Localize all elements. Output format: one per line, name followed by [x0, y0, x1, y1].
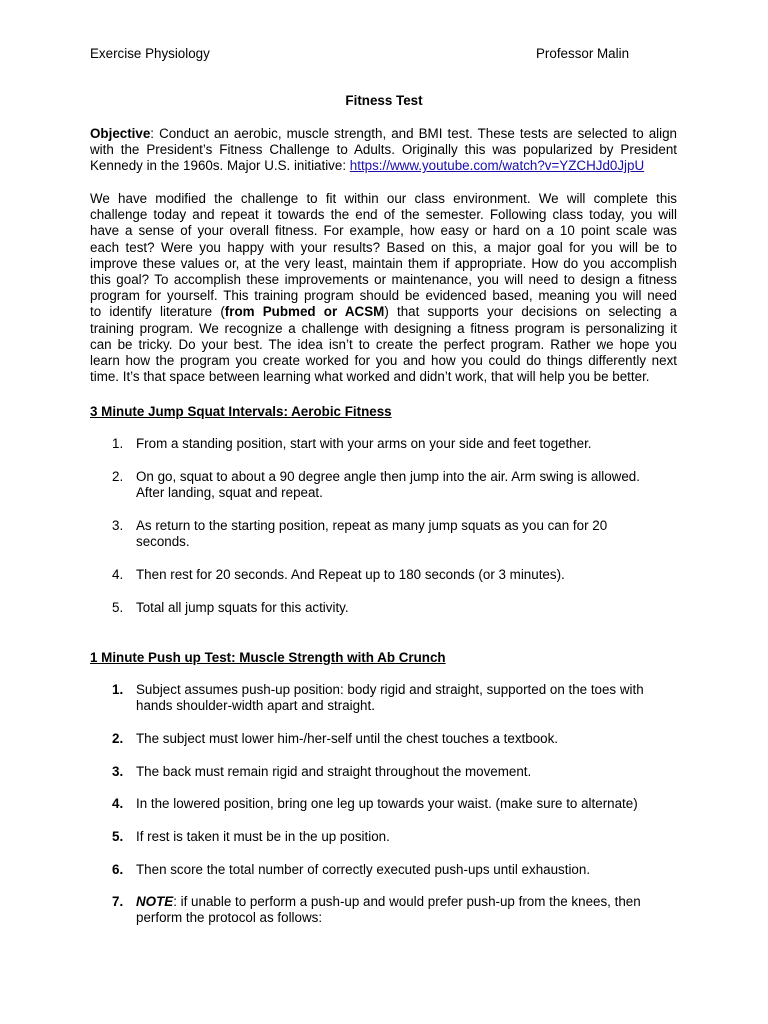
note-label: NOTE	[136, 894, 174, 909]
objective-line	[90, 126, 677, 142]
intro-line: training program. We recognize a challenge with designing a fitness program is personalizing it	[90, 320, 677, 336]
item-number: 3.	[112, 764, 124, 779]
professor-name: Professor Malin	[536, 46, 630, 61]
section-1-heading: 3 Minute Jump Squat Intervals: Aerobic Fitness	[90, 404, 392, 419]
objective-text-2: with the President’s Fitness Challenge to Adults. Originally this was popularized by President	[90, 142, 677, 158]
intro-line: this goal? To accomplish these improvements or maintenance, you will need to design a fitness	[90, 272, 677, 288]
item-text	[136, 862, 682, 878]
item-number: 2.	[112, 731, 124, 746]
intro-line: We have modified the challenge to fit within our class environment. We will complete this	[90, 191, 677, 206]
item-text	[136, 567, 682, 583]
item-text	[136, 469, 682, 501]
section-2-heading: 1 Minute Push up Test: Muscle Strength with Ab Crunch	[90, 650, 446, 665]
item-number: 1.	[112, 682, 124, 697]
intro-line: can be tricky. Do your best. The idea isn’t to create the perfect program. Rather we hope you	[90, 336, 677, 352]
item-line: After landing, squat and repeat.	[136, 485, 323, 501]
intro-line: improve these values or, at the very least, maintain them if appropriate. How do you accomplish	[90, 255, 677, 271]
intro-line: program for yourself. This training program should be evidenced based, meaning you will need	[90, 288, 677, 304]
item-text	[136, 731, 682, 747]
literature-sources: from Pubmed or ACSM	[224, 304, 385, 320]
item-text	[136, 894, 682, 926]
item-number: 5.	[112, 829, 124, 844]
item-text	[136, 764, 682, 780]
intro-line: each test? Were you happy with your results? Based on this, a major goal for you will be to	[90, 239, 677, 255]
intro-line: have a sense of your overall fitness. For example, how easy or hard on a 10 point scale was	[90, 223, 677, 239]
youtube-link[interactable]: https://www.youtube.com/watch?v=YZCHJd0JjpU	[349, 158, 645, 174]
item-line: Then rest for 20 seconds. And Repeat up to 180 seconds (or 3 minutes).	[136, 567, 565, 582]
item-line: In the lowered position, bring one leg up towards your waist. (make sure to alternate)	[136, 796, 638, 811]
item-number: 4.	[112, 796, 124, 811]
item-text	[136, 796, 682, 812]
item-line: hands shoulder-width apart and straight.	[136, 698, 375, 714]
intro-line-8	[90, 304, 677, 320]
item-line: NOTE: if unable to perform a push-up and would prefer push-up from the knees, then	[136, 894, 641, 909]
item-line: seconds.	[136, 534, 190, 550]
item-line: From a standing position, start with your arms on your side and feet together.	[136, 436, 592, 451]
item-number: 2.	[112, 469, 124, 484]
item-number: 7.	[112, 894, 124, 909]
intro-line: time. It’s that space between learning what worked and didn’t work, that will help you be better.	[90, 369, 650, 385]
item-line: The subject must lower him-/her-self until the chest touches a textbook.	[136, 731, 559, 746]
item-text	[136, 682, 682, 714]
course-name: Exercise Physiology	[90, 46, 210, 61]
objective-paragraph	[90, 126, 677, 175]
item-line: On go, squat to about a 90 degree angle then jump into the air. Arm swing is allowed.	[136, 469, 640, 484]
item-line: If rest is taken it must be in the up position.	[136, 829, 390, 844]
item-line: As return to the starting position, repeat as many jump squats as you can for 20	[136, 518, 608, 533]
item-number: 3.	[112, 518, 124, 533]
objective-line-3	[90, 158, 677, 174]
item-number: 4.	[112, 567, 124, 582]
item-number: 6.	[112, 862, 124, 877]
objective-label: Objective	[90, 126, 151, 141]
intro-paragraph	[90, 191, 677, 385]
item-text	[136, 518, 682, 550]
intro-line: challenge today and repeat it towards the end of the semester. Following class today, you will	[90, 207, 677, 223]
item-text	[136, 829, 682, 845]
item-line: perform the protocol as follows:	[136, 910, 323, 926]
item-line: Total all jump squats for this activity.	[136, 600, 349, 615]
item-line: The back must remain rigid and straight throughout the movement.	[136, 764, 532, 779]
objective-text-1: : Conduct an aerobic, muscle strength, and BMI test. These tests are selected to align	[150, 126, 677, 141]
intro-text: ) that supports your decisions on selecting a	[384, 304, 677, 320]
intro-line: learn how the program you create worked for you and how you could do things differently next	[90, 353, 677, 369]
objective-text-3: Kennedy in the 1960s. Major U.S. initiative:	[90, 158, 350, 174]
item-line: Subject assumes push-up position: body rigid and straight, supported on the toes with	[136, 682, 644, 697]
item-number: 5.	[112, 600, 124, 615]
intro-text: to identify literature (	[90, 304, 225, 320]
item-text	[136, 436, 682, 452]
item-text	[136, 600, 682, 616]
page-title: Fitness Test	[345, 93, 423, 108]
item-number: 1.	[112, 436, 124, 451]
item-line: Then score the total number of correctly executed push-ups until exhaustion.	[136, 862, 591, 877]
